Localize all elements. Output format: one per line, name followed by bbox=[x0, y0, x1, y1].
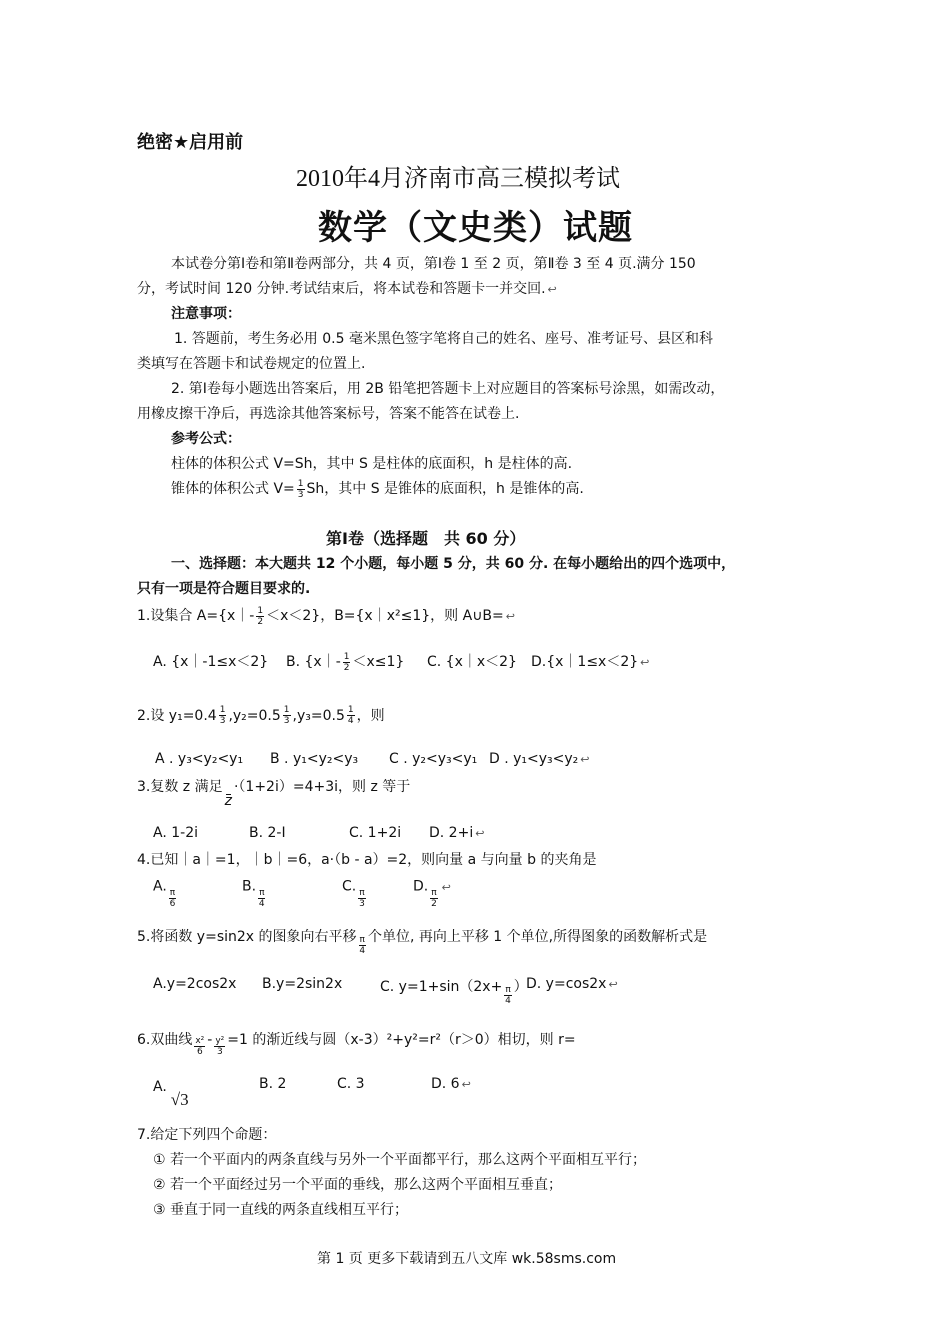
paragraph-mark-icon: ↩ bbox=[475, 827, 485, 840]
page-footer: 第 1 页 更多下载请到五八文库 wk.58sms.com bbox=[317, 1251, 617, 1267]
intro-line-1: 本试卷分第Ⅰ卷和第Ⅱ卷两部分，共 4 页，第Ⅰ卷 1 至 2 页，第Ⅱ卷 3 至 4 页.满分 150 bbox=[171, 256, 696, 272]
q1-option-a: A. {x｜-1≤x＜2} bbox=[153, 654, 269, 670]
exponent-fraction: $\frac{1}{3}$ bbox=[219, 705, 226, 726]
q3-option-a: A. 1-2i bbox=[153, 825, 198, 841]
q6-option-c: C. 3 bbox=[337, 1076, 365, 1092]
fraction: $\frac{\pi}{2}$ bbox=[431, 888, 437, 909]
fraction: $\frac{1}{3}$ bbox=[297, 478, 304, 500]
q7-proposition-1: ① 若一个平面内的两条直线与另外一个平面都平行，那么这两个平面相互平行； bbox=[153, 1152, 646, 1168]
exponent-fraction: $\frac{1}{4}$ bbox=[347, 705, 354, 726]
question-4-stem: 4.已知｜a｜=1，｜b｜=6，a·（b - a）=2，则向量 a 与向量 b 的夹角是 bbox=[137, 852, 597, 868]
formula-cylinder: 柱体的体积公式 V=Sh，其中 S 是柱体的底面积，h 是柱体的高. bbox=[171, 456, 573, 472]
fraction: $\frac{\pi}{4}$ bbox=[505, 984, 511, 1006]
q2-option-b: B . y₁<y₂<y₃ bbox=[270, 751, 359, 767]
fraction: $\frac{\text{y²}}{3}$ bbox=[215, 1035, 225, 1057]
q5-option-c: C. y=1+sin（2x+ $\frac{\pi}{4}$ ） bbox=[380, 979, 528, 1006]
fraction: $\frac{\pi}{4}$ bbox=[359, 934, 366, 956]
note-1-line-2: 类填写在答题卡和试卷规定的位置上. bbox=[137, 356, 366, 372]
paragraph-mark-icon: ↩ bbox=[608, 978, 618, 991]
question-2-stem: 2.设 y₁=0.4 $\frac{1}{3}$ ,y₂=0.5 $\frac{1}{3}$ ,y₃=0.5 $\frac{1}{4}$ ，则 bbox=[137, 705, 385, 726]
q2-option-a: A . y₃<y₂<y₁ bbox=[155, 751, 244, 767]
paragraph-mark-icon: ↩ bbox=[505, 610, 515, 623]
q3-option-c: C. 1+2i bbox=[349, 825, 402, 841]
section-instruction-1: 一、选择题：本大题共 12 个小题，每小题 5 分，共 60 分. 在每小题给出的四个选项中， bbox=[171, 556, 736, 572]
q3-option-d: D. 2+i ↩ bbox=[429, 825, 485, 841]
paragraph-mark-icon: ↩ bbox=[441, 880, 451, 894]
paragraph-mark-icon: ↩ bbox=[640, 656, 650, 669]
q5-option-b: B.y=2sin2x bbox=[262, 976, 343, 992]
note-1-line-1: 1. 答题前，考生务必用 0.5 毫米黑色签字笔将自己的姓名、座号、准考证号、县区和科 bbox=[174, 331, 713, 347]
section-instruction-2: 只有一项是符合题目要求的. bbox=[137, 581, 311, 597]
question-3-stem: 3.复数 z 满足z·（1+2i）=4+3i，则 z 等于 bbox=[137, 779, 411, 809]
q2-option-c: C . y₂<y₃<y₁ bbox=[389, 751, 478, 767]
note-2-line-2: 用橡皮擦干净后，再选涂其他答案标号，答案不能答在试卷上. bbox=[137, 406, 520, 422]
q4-option-a: A. $\frac{\pi}{6}$ bbox=[153, 878, 176, 909]
question-6-stem: 6.双曲线 $\frac{\text{x²}}{6}$ - $\frac{\text{y²}}{3}$ =1 的渐近线与圆（x-3）²+y²=r²（r＞0）相切，则 r= bbox=[137, 1032, 576, 1057]
q1-option-c: C. {x｜x＜2} bbox=[427, 654, 517, 670]
q6-option-d: D. 6 ↩ bbox=[431, 1076, 471, 1092]
fraction: $\frac{\pi}{6}$ bbox=[169, 888, 176, 909]
paragraph-mark-icon: ↩ bbox=[461, 1078, 471, 1091]
formula-cone: 锥体的体积公式 V= $\frac{1}{3}$ Sh，其中 S 是锥体的底面积，h 是锥体的高. bbox=[171, 478, 584, 500]
sqrt-three: √3 bbox=[170, 1090, 189, 1109]
exponent-fraction: $\frac{1}{3}$ bbox=[283, 705, 290, 726]
note-2-line-1: 2. 第Ⅰ卷每小题选出答案后，用 2B 铅笔把答题卡上对应题目的答案标号涂黑，如需改动， bbox=[171, 381, 725, 397]
q6-option-b: B. 2 bbox=[259, 1076, 287, 1092]
q4-option-b: B. $\frac{\pi}{4}$ bbox=[242, 878, 265, 909]
q5-option-d: D. y=cos2x ↩ bbox=[526, 976, 618, 992]
q7-proposition-2: ② 若一个平面经过另一个平面的垂线，那么这两个平面相互垂直； bbox=[153, 1177, 562, 1193]
q1-option-b: B. {x｜- $\frac{1}{2}$ ＜x≤1} bbox=[286, 651, 405, 673]
subject-title: 数学（文史类）试题 bbox=[318, 208, 633, 248]
q6-option-a: A.√3 bbox=[153, 1079, 189, 1109]
q3-option-b: B. 2-I bbox=[249, 825, 286, 841]
q4-option-d: D. $\frac{\pi}{2}$ ↩ bbox=[413, 878, 451, 909]
question-7-stem: 7.给定下列四个命题： bbox=[137, 1127, 277, 1143]
q2-option-d: D . y₁<y₃<y₂ ↩ bbox=[489, 751, 590, 767]
q5-option-a: A.y=2cos2x bbox=[153, 976, 237, 992]
question-1-stem: 1.设集合 A={x｜- $\frac{1}{2}$ ＜x＜2}，B={x｜x²≤1}，则 A∪B= ↩ bbox=[137, 605, 515, 627]
fraction: $\frac{\pi}{3}$ bbox=[359, 888, 365, 909]
fraction: $\frac{\text{x²}}{6}$ bbox=[195, 1035, 205, 1057]
confidential-label: 绝密★启用前 bbox=[137, 132, 244, 153]
notes-title: 注意事项： bbox=[171, 306, 241, 322]
q7-proposition-3: ③ 垂直于同一直线的两条直线相互平行； bbox=[153, 1202, 408, 1218]
exam-title: 2010年4月济南市高三模拟考试 bbox=[296, 166, 620, 192]
intro-line-2: 分，考试时间 120 分钟.考试结束后，将本试卷和答题卡一并交回. ↩ bbox=[137, 281, 557, 297]
paragraph-mark-icon: ↩ bbox=[547, 283, 557, 296]
z-conjugate: z bbox=[224, 793, 232, 809]
fraction: $\frac{\pi}{4}$ bbox=[258, 888, 265, 909]
fraction: $\frac{1}{2}$ bbox=[343, 651, 350, 673]
formula-title: 参考公式： bbox=[171, 431, 241, 447]
q4-option-c: C. $\frac{\pi}{3}$ bbox=[342, 878, 365, 909]
section-title: 第Ⅰ卷（选择题 共 60 分） bbox=[326, 529, 526, 548]
question-5-stem: 5.将函数 y=sin2x 的图象向右平移 $\frac{\pi}{4}$ 个单位, 再向上平移 1 个单位,所得图象的函数解析式是 bbox=[137, 929, 708, 956]
q1-option-d: D.{x｜1≤x＜2} ↩ bbox=[531, 654, 650, 670]
paragraph-mark-icon: ↩ bbox=[580, 753, 590, 766]
fraction: $\frac{1}{2}$ bbox=[257, 605, 264, 627]
